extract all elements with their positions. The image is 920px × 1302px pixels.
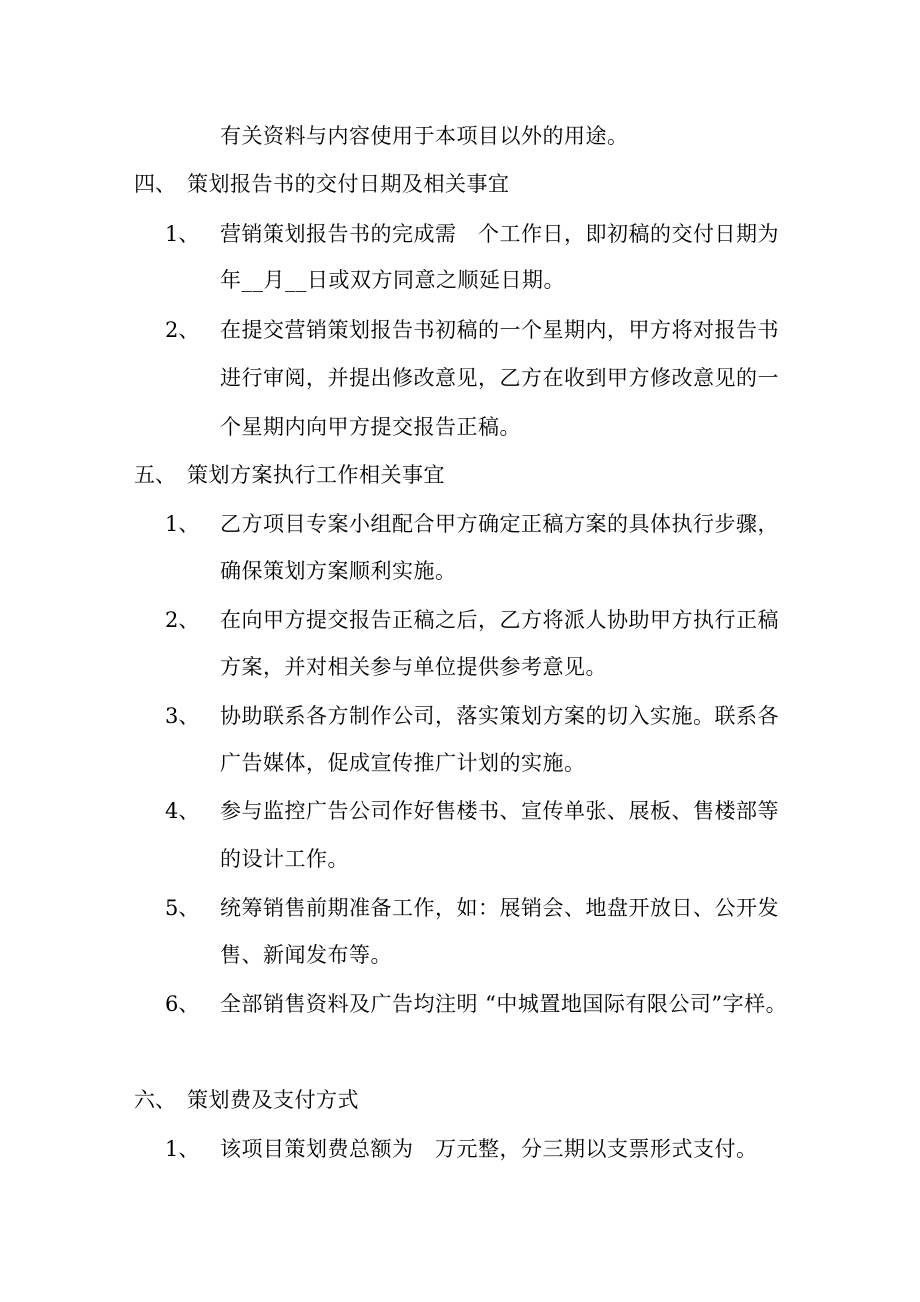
- section-5-item-3-number: 3、: [165, 704, 200, 728]
- section-5-item-1-line-2: 确保策划方案顺利实施。: [220, 559, 457, 583]
- section-5-item-1-line-1: 乙方项目专案小组配合甲方确定正稿方案的具体执行步骤，: [220, 512, 779, 536]
- section-4-item-2-line-3: 个星期内向甲方提交报告正稿。: [220, 415, 521, 439]
- section-6-item-1-line-1: 该项目策划费总额为 万元整，分三期以支票形式支付。: [220, 1137, 758, 1161]
- section-4-item-2-line-2: 进行审阅，并提出修改意见，乙方在收到甲方修改意见的一: [220, 366, 779, 390]
- section-4-item-2-number: 2、: [165, 318, 200, 342]
- section-5-item-4-number: 4、: [165, 799, 200, 823]
- section-6-item-1-number: 1、: [165, 1137, 200, 1161]
- section-4-item-2-line-1: 在提交营销策划报告书初稿的一个星期内，甲方将对报告书: [220, 318, 779, 342]
- section-4-item-1-number: 1、: [165, 222, 200, 246]
- continuation-text: 有关资料与内容使用于本项目以外的用途。: [220, 124, 629, 148]
- section-4-title: 策划报告书的交付日期及相关事宜: [187, 172, 510, 196]
- section-5-item-6-number: 6、: [165, 992, 200, 1016]
- section-5-item-2-number: 2、: [165, 608, 200, 632]
- section-5-item-4-line-1: 参与监控广告公司作好售楼书、宣传单张、展板、售楼部等: [220, 799, 779, 823]
- section-5-item-3-line-1: 协助联系各方制作公司，落实策划方案的切入实施。联系各: [220, 704, 779, 728]
- section-5-item-5-number: 5、: [165, 896, 200, 920]
- section-4-number: 四、: [134, 172, 176, 196]
- section-5-number: 五、: [134, 463, 176, 487]
- section-5-item-3-line-2: 广告媒体，促成宣传推广计划的实施。: [220, 751, 586, 775]
- section-6-title: 策划费及支付方式: [187, 1088, 359, 1112]
- section-5-title: 策划方案执行工作相关事宜: [187, 463, 445, 487]
- section-5-item-5-line-1: 统筹销售前期准备工作，如：展销会、地盘开放日、公开发: [220, 896, 779, 920]
- section-6-number: 六、: [134, 1088, 176, 1112]
- section-5-item-4-line-2: 的设计工作。: [220, 847, 349, 871]
- section-5-item-5-line-2: 售、新闻发布等。: [220, 943, 392, 967]
- section-5-item-1-number: 1、: [165, 512, 200, 536]
- section-5-item-6-line-1: 全部销售资料及广告均注明 “中城置地国际有限公司”字样。: [220, 992, 788, 1016]
- section-4-item-1-line-2: 年__月__日或双方同意之顺延日期。: [220, 268, 565, 292]
- section-5-item-2-line-1: 在向甲方提交报告正稿之后，乙方将派人协助甲方执行正稿: [220, 608, 779, 632]
- section-4-item-1-line-1: 营销策划报告书的完成需 个工作日，即初稿的交付日期为: [220, 222, 779, 246]
- section-5-item-2-line-2: 方案，并对相关参与单位提供参考意见。: [220, 655, 607, 679]
